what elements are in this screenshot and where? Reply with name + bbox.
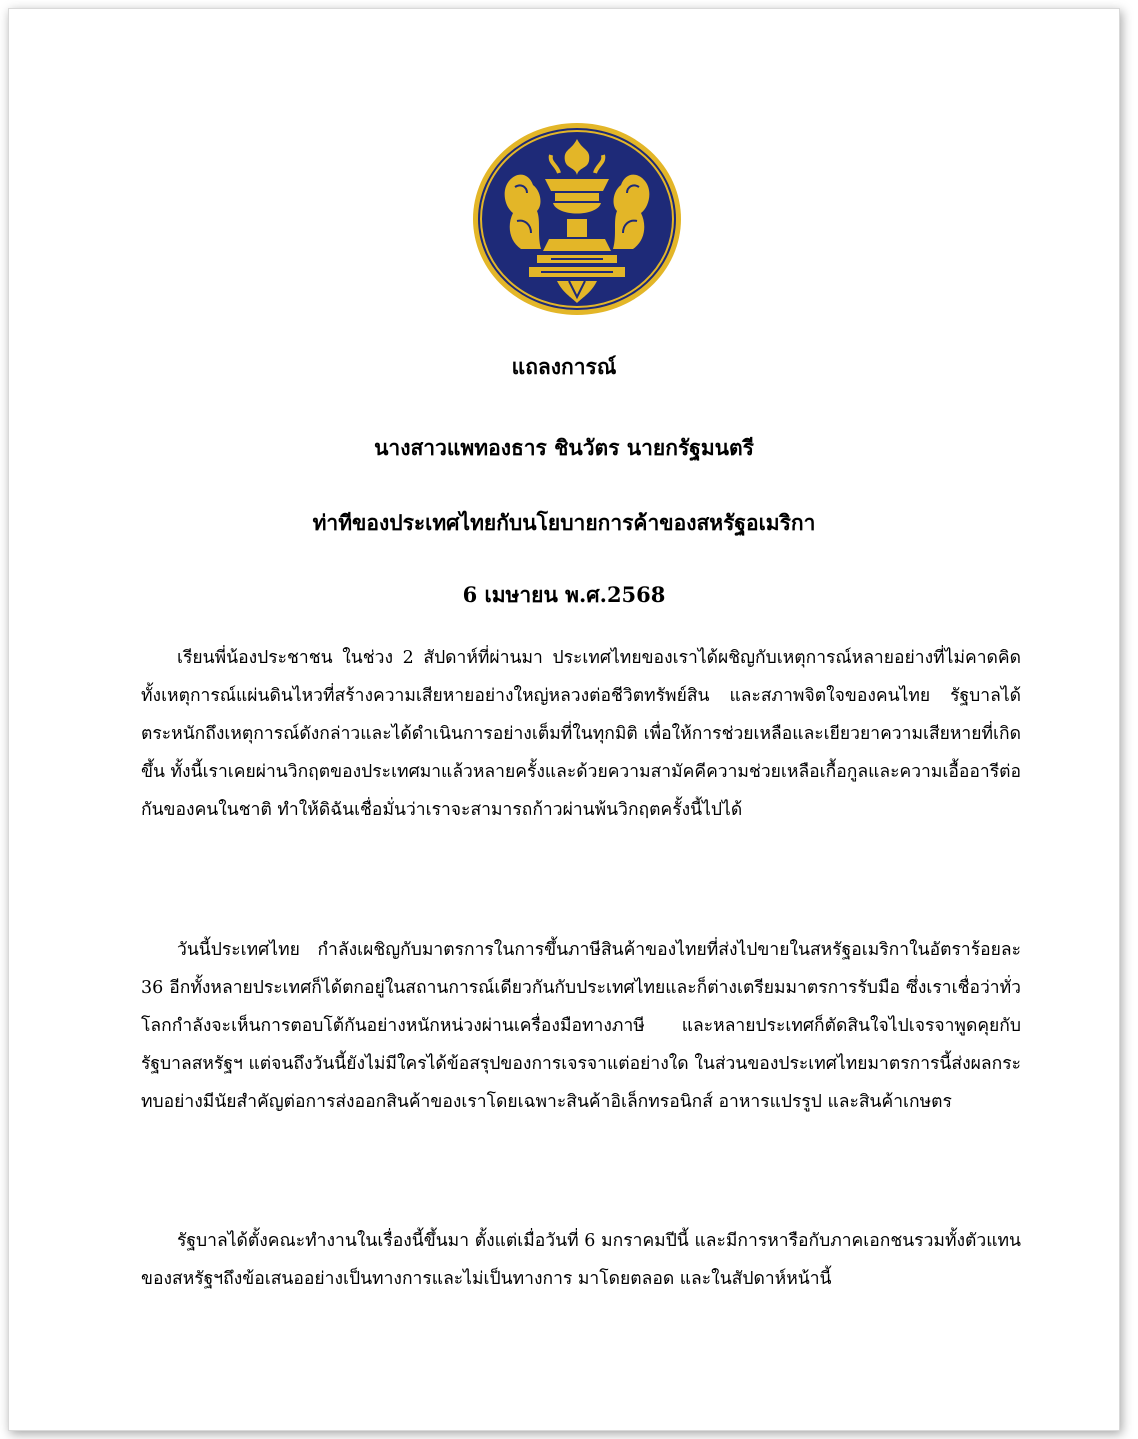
body-paragraph-3 xyxy=(141,1222,1021,1298)
document-page xyxy=(8,8,1120,1431)
statement-heading: แถลงการณ์ xyxy=(511,354,617,379)
speaker-name: นางสาวแพทองธาร ชินวัตร นายกรัฐมนตรี xyxy=(374,435,754,460)
body-paragraph-1 xyxy=(141,639,1021,829)
paragraph-text: เรียนพี่น้องประชาชน ในช่วง 2 สัปดาห์ที่ผ่านมา ประเทศไทยของเราได้ผชิญกับเหตุการณ์หลายอย่างที่ไม่คาดคิด ทั้งเหตุการณ์แผ่นดินไหวที่สร้างความเสียหายอย่างใหญ่หลวงต่อชีวิตทรัพย์สิน และสภาพจิตใจของคนไทย รัฐบาลได้ตระหนักถึงเหตุการณ์ดังกล่าวและได้ดำเนินการอย่างเต็มที่ในทุกมิติ เพื่อให้การช่วยเหลือและเยียวยาความเสียหายที่เกิดขึ้น ทั้งนี้เราเคยผ่านวิกฤตของประเทศมาแล้วหลายครั้งและด้วยความสามัคคีความช่วยเหลือเกื้อกูลและความเอื้ออารีต่อกันของคนในชาติ ทำให้ดิฉันเชื่อมั่นว่าเราจะสามารถก้าวผ่านพ้นวิกฤตครั้งนี้ไปได้ xyxy=(141,648,1021,820)
statement-subject: ท่าทีของประเทศไทยกับนโยบายการค้าของสหรัฐอเมริกา xyxy=(312,510,816,535)
paragraph-text: รัฐบาลได้ตั้งคณะทำงานในเรื่องนี้ขึ้นมา ตั้งแต่เมื่อวันที่ 6 มกราคมปีนี้ และมีการหารือกับภาคเอกชนรวมทั้งตัวแทนของสหรัฐฯถึงข้อเสนออย่างเป็นทางการและไม่เป็นทางการ มาโดยตลอด และในสัปดาห์หน้านี้ xyxy=(141,1231,1021,1289)
government-seal-icon xyxy=(471,121,683,317)
statement-date: 6 เมษายน พ.ศ.2568 xyxy=(462,582,666,607)
paragraph-text: วันนี้ประเทศไทย กำลังเผชิญกับมาตรการในการขึ้นภาษีสินค้าของไทยที่ส่งไปขายในสหรัฐอเมริกาในอัตราร้อยละ 36 อีกทั้งหลายประเทศก็ได้ตกอยู่ในสถานการณ์เดียวกันกับประเทศไทยและก็ต่างเตรียมมาตรการรับมือ ซึ่งเราเชื่อว่าทั่วโลกกำลังจะเห็นการตอบโต้กันอย่างหนักหน่วงผ่านเครื่องมือทางภาษี และหลายประเทศก็ตัดสินใจไปเจรจาพูดคุยกับรัฐบาลสหรัฐฯ แต่จนถึงวันนี้ยังไม่มีใครได้ข้อสรุปของการเจรจาแต่อย่างใด ในส่วนของประเทศไทยมาตรการนี้ส่งผลกระทบอย่างมีนัยสำคัญต่อการส่งออกสินค้าของเราโดยเฉพาะสินค้าอิเล็กทรอนิกส์ อาหารแปรรูป และสินค้าเกษตร xyxy=(141,940,1021,1112)
body-paragraph-2 xyxy=(141,931,1021,1121)
